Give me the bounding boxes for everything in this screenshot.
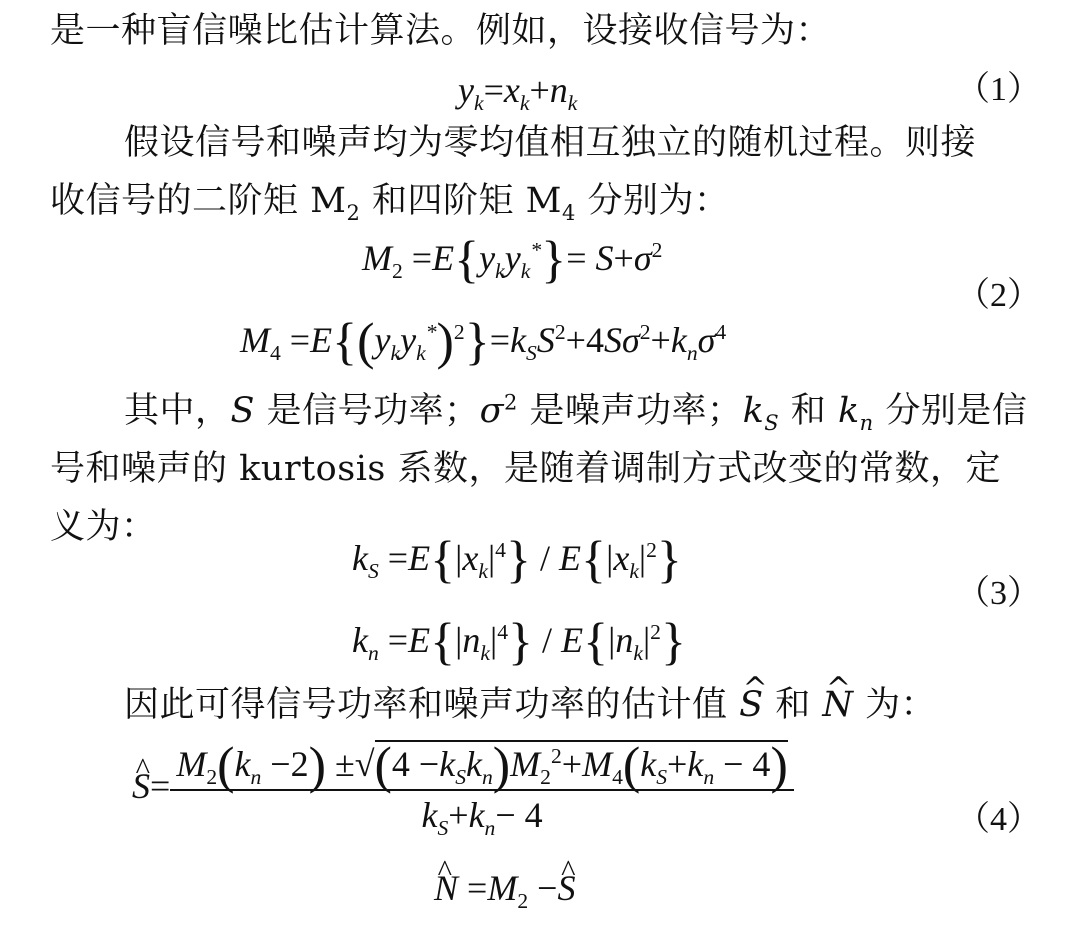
equation-4-number: （4） <box>956 801 1041 838</box>
intro-text: 是一种盲信噪比估计算法。例如，设接收信号为： <box>50 11 832 51</box>
ks-subscript: S <box>764 411 780 435</box>
symbol-N-hat: ^ N <box>822 676 853 734</box>
equation-2a: $M_2 =E\{y_ky_k^*\}= S+\sigma^2$ <box>362 230 663 289</box>
equation-2b: $M_4 =E\{(y_ky_k^*)^2\}=k_SS^2+4S\sigma^2+k_n\sigma^4$ <box>240 312 727 371</box>
paragraph-intro <box>50 2 1035 60</box>
kurtosis-text-line3: 义为： <box>50 507 157 547</box>
symbol-S-hat: ^ S <box>739 676 763 734</box>
kurtosis-text-b: 是信号功率； <box>255 391 480 431</box>
estimates-text-b: 和 <box>763 685 823 725</box>
moments-text-end: 分别为： <box>575 181 730 221</box>
kurtosis-text-a: 其中， <box>124 391 231 431</box>
sigma-superscript: 2 <box>504 390 518 415</box>
moments-text-mid: 和四阶矩 M <box>360 181 562 221</box>
estimates-text-a: 因此可得信号功率和噪声功率的估计值 <box>124 685 740 725</box>
m4-subscript: 4 <box>561 201 576 225</box>
kurtosis-text-line2: 号和噪声的 kurtosis 系数，是随着调制方式改变的常数，定 <box>50 449 1001 489</box>
equation-2-number: （2） <box>956 277 1041 314</box>
kn-subscript: n <box>859 411 874 435</box>
symbol-k-n: k <box>837 391 860 431</box>
equation-3a: $k_S =E\{|x_k|^4\} / E\{|x_k|^2\}$ <box>352 530 682 589</box>
paragraph-kurtosis <box>50 382 1035 556</box>
symbol-k-s: k <box>742 391 765 431</box>
paragraph-estimates <box>50 676 1035 734</box>
equation-1-number: （1） <box>956 71 1041 108</box>
equation-1: $y_k=x_k+n_k$ <box>458 70 578 116</box>
m2-subscript: 2 <box>346 201 361 225</box>
kurtosis-text-c: 是噪声功率； <box>517 391 743 431</box>
symbol-sigma: σ <box>479 391 505 431</box>
equation-4a: ^ S= $\frac{M_2(k_n -2) \pm√(4 -k_Sk_n)M_2^2+M_4(k_S+k_n - 4)}{k_S+k_n- 4}$ <box>132 744 794 835</box>
equation-4-fraction: $\frac{M_2(k_n -2) \pm√(4 -k_Sk_n)M_2^2+M_4(k_S+k_n - 4)}{k_S+k_n- 4}$ <box>170 744 794 835</box>
moments-text-line2: 收信号的二阶矩 M <box>50 181 347 221</box>
equation-3-number: （3） <box>956 575 1041 612</box>
estimates-text-c: 为： <box>853 685 937 725</box>
kurtosis-text-d: 和 <box>779 391 838 431</box>
equation-3b: $k_n =E\{|n_k|^4\} / E\{|n_k|^2\}$ <box>352 612 687 671</box>
equation-4b: ^ $N =M_2$ −^ S <box>434 868 575 908</box>
paragraph-moments <box>50 114 1035 230</box>
moments-text-line1: 假设信号和噪声均为零均值相互独立的随机过程。则接 <box>124 123 977 163</box>
kurtosis-text-e: 分别是信 <box>873 391 1028 431</box>
symbol-S: S <box>230 391 255 431</box>
